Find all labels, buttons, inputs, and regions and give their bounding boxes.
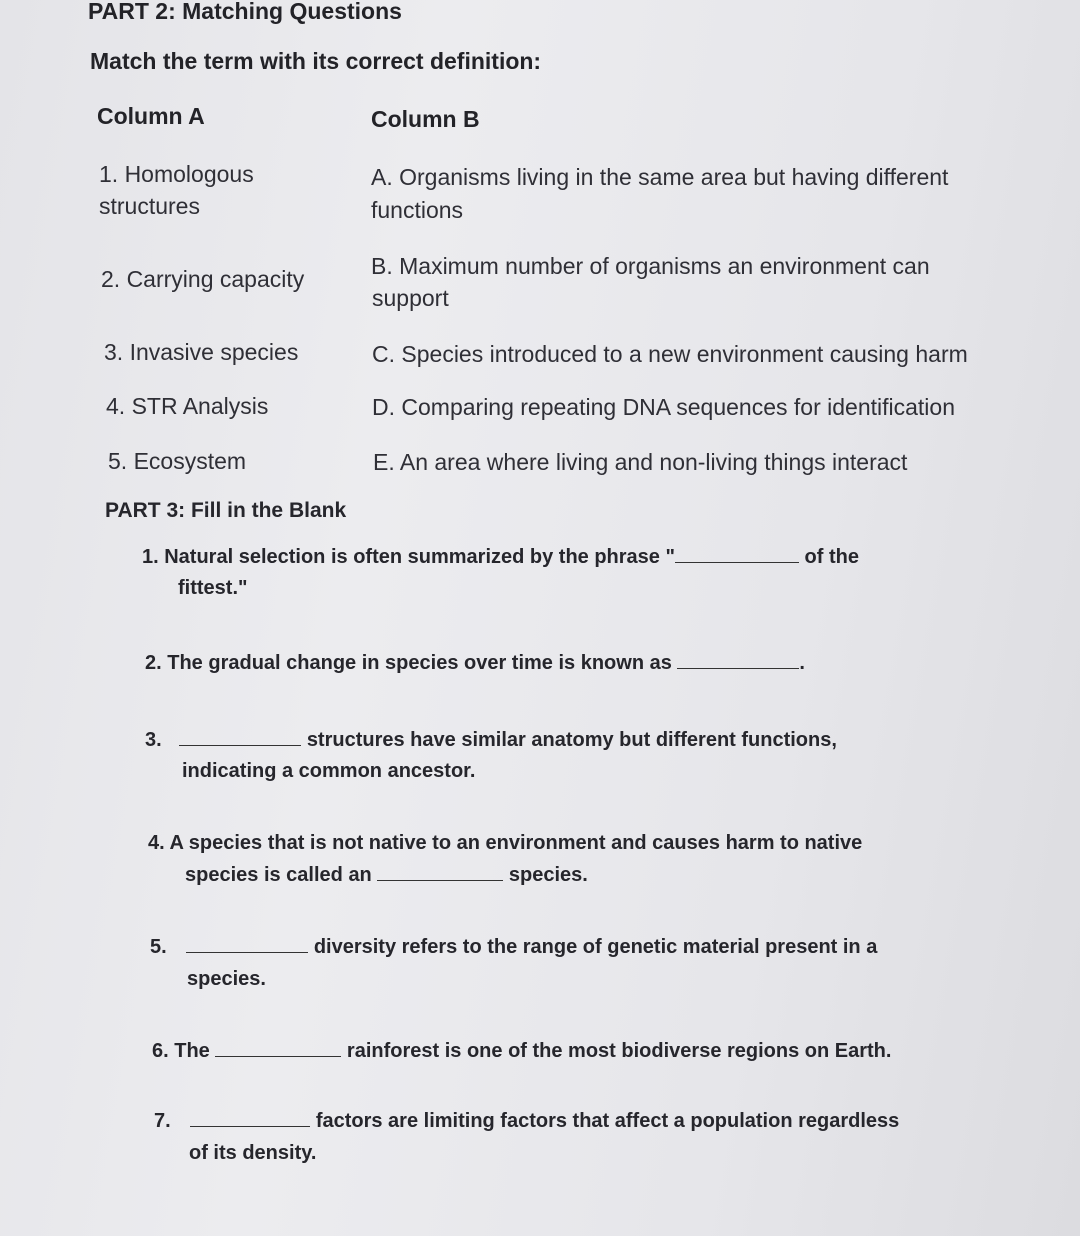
question-3: [145, 729, 837, 752]
definition-a-line2: functions: [371, 197, 464, 223]
answer-blank-2[interactable]: [677, 652, 799, 669]
question-2: [145, 652, 805, 675]
question-7-number: 7.: [154, 1110, 171, 1132]
question-6: [152, 1040, 891, 1063]
definition-e: E. An area where living and non-living things interact: [373, 449, 908, 475]
definition-c: C. Species introduced to a new environment causing harm: [372, 341, 968, 367]
question-2-text: 2. The gradual change in species over time is known as: [145, 652, 678, 674]
answer-blank-4[interactable]: [377, 864, 503, 881]
question-3-number: 3.: [145, 729, 162, 751]
term-1-line1: 1. Homologous: [99, 161, 254, 187]
question-7: [154, 1110, 899, 1133]
term-4: 4. STR Analysis: [106, 393, 269, 419]
question-2-period: .: [799, 652, 805, 674]
question-4-line1: 4. A species that is not native to an environment and causes harm to native: [148, 832, 863, 854]
term-5: 5. Ecosystem: [108, 448, 247, 474]
question-4-line2: [185, 864, 588, 887]
question-6-text-end: rainforest is one of the most biodiverse regions on Earth.: [341, 1040, 892, 1062]
answer-blank-3[interactable]: [179, 729, 301, 746]
question-5: [150, 936, 877, 959]
question-3-line2: indicating a common ancestor.: [182, 760, 476, 782]
question-6-text: 6. The: [152, 1040, 216, 1062]
column-b-header: Column B: [371, 106, 480, 132]
definition-b-line1: B. Maximum number of organisms an environment can: [371, 253, 930, 279]
answer-blank-5[interactable]: [186, 936, 308, 953]
question-4-text: species is called an: [185, 864, 378, 886]
answer-blank-7[interactable]: [190, 1110, 310, 1127]
question-4-text-end: species.: [503, 864, 588, 886]
question-1: [142, 546, 859, 569]
term-1-line2: structures: [99, 193, 200, 219]
matching-instruction: Match the term with its correct definition:: [90, 48, 542, 74]
question-7-text: factors are limiting factors that affect a population regardless: [315, 1110, 900, 1132]
answer-blank-1[interactable]: [675, 546, 799, 563]
part3-title: PART 3: Fill in the Blank: [105, 499, 347, 522]
question-5-line2: species.: [187, 968, 266, 990]
column-a-header: Column A: [97, 103, 205, 129]
answer-blank-6[interactable]: [215, 1040, 341, 1057]
definition-a-line1: A. Organisms living in the same area but having different: [371, 164, 949, 190]
definition-d: D. Comparing repeating DNA sequences for identification: [372, 394, 955, 420]
question-3-text: structures have similar anatomy but different functions,: [306, 729, 837, 751]
part2-title: PART 2: Matching Questions: [88, 0, 402, 24]
question-1-text-end: of the: [798, 546, 859, 568]
question-1-line2: fittest.": [178, 577, 248, 599]
term-2: 2. Carrying capacity: [101, 266, 305, 292]
question-5-number: 5.: [150, 936, 167, 958]
definition-b-line2: support: [372, 285, 449, 311]
question-1-text: 1. Natural selection is often summarized by the phrase ": [142, 546, 675, 568]
question-7-line2: of its density.: [189, 1142, 317, 1164]
term-3: 3. Invasive species: [104, 339, 299, 365]
question-5-text: diversity refers to the range of genetic material present in a: [313, 936, 878, 958]
